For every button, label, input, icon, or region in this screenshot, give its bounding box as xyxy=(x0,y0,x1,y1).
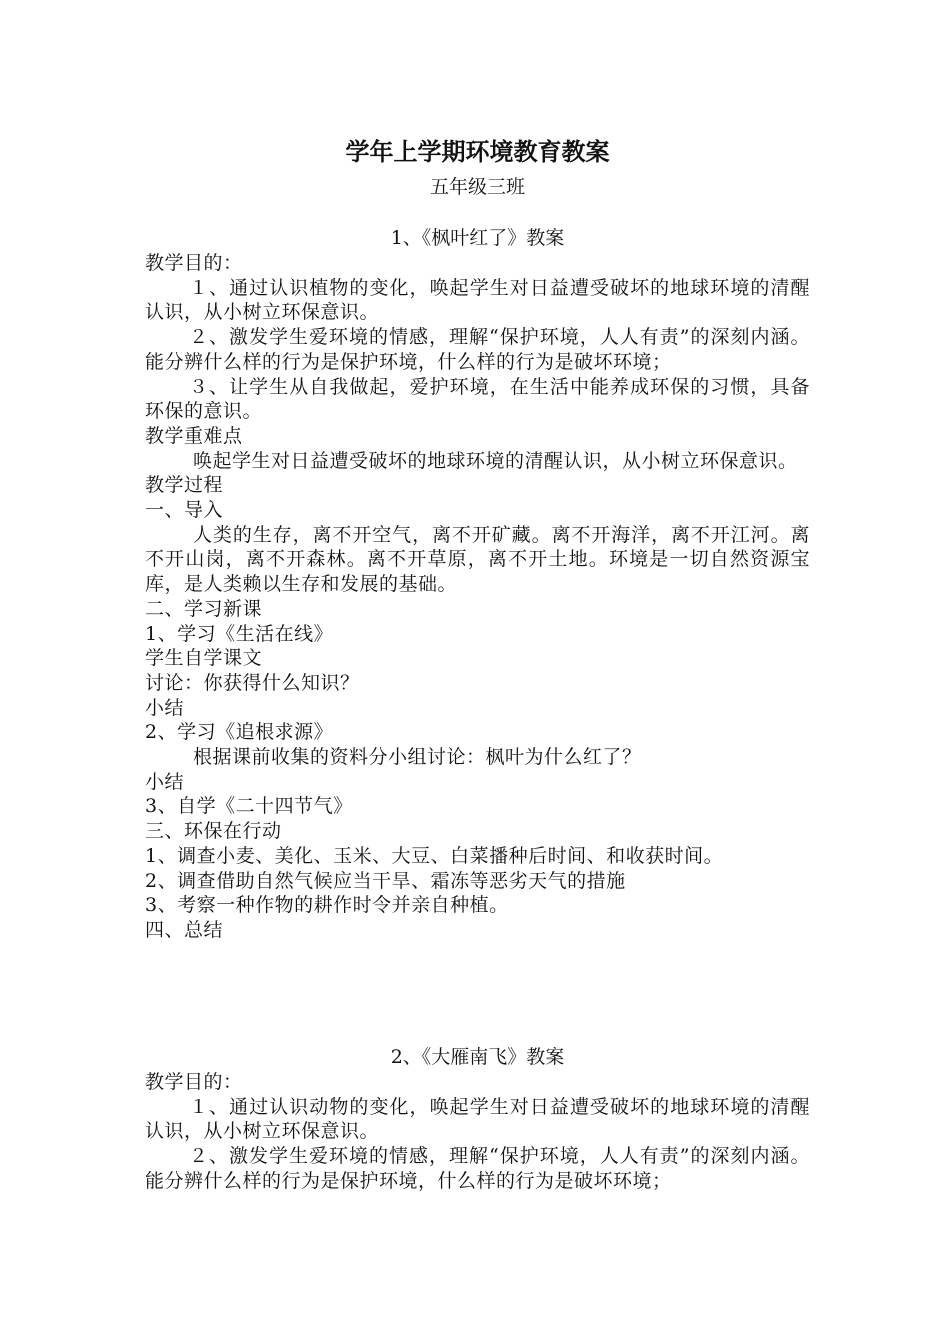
objective-2: ２、激发学生爱环境的情感，理解“保护环境，人人有责”的深刻内涵。能分辨什么样的行为是保护环境，什么样的行为是破坏环境； xyxy=(145,1145,810,1192)
lesson-2-section xyxy=(145,1044,810,1194)
document-title: 学年上学期环境教育教案 xyxy=(345,138,610,166)
summary-1: 小结 xyxy=(145,696,185,719)
objective-2: ２、激发学生爱环境的情感，理解“保护环境，人人有责”的深刻内涵。能分辨什么样的行为是保护环境，什么样的行为是破坏环境； xyxy=(145,326,810,373)
part-4-label: 四、总结 xyxy=(145,918,224,941)
objectives-label: 教学目的： xyxy=(145,252,243,274)
lesson-2-heading: 2、《大雁南飞》教案 xyxy=(390,1046,565,1068)
objectives-label: 教学目的： xyxy=(145,1071,243,1093)
action-1: 1、调查小麦、美化、玉米、大豆、白菜播种后时间、和收获时间。 xyxy=(145,844,724,867)
key-points-label: 教学重难点 xyxy=(145,424,243,447)
discussion-line: 讨论：你获得什么知识？ xyxy=(145,671,360,694)
key-points-text: 唤起学生对日益遭受破坏的地球环境的清醒认识，从小树立环保意识。 xyxy=(193,449,798,472)
part-3-label: 三、环保在行动 xyxy=(145,820,282,843)
lesson-1-section xyxy=(145,225,810,943)
item-3: 3、自学《二十四节气》 xyxy=(145,795,353,818)
part-1-label: 一、导入 xyxy=(145,499,224,522)
lesson-1-heading: 1、《枫叶红了》教案 xyxy=(390,227,565,249)
objective-1: １、通过认识植物的变化，唤起学生对日益遭受破坏的地球环境的清醒认识，从小树立环保意识。 xyxy=(145,276,810,324)
self-study-line: 学生自学课文 xyxy=(145,647,263,670)
part-1-text: 人类的生存，离不开空气，离不开矿藏。离不开海洋，离不开江河。离不开山岗，离不开森林。离不开草原，离不开土地。环境是一切自然资源宝库，是人类赖以生存和发展的基础。 xyxy=(145,523,810,596)
summary-2: 小结 xyxy=(145,770,185,793)
item-2-text: 根据课前收集的资料分小组讨论：枫叶为什么红了？ xyxy=(193,746,642,769)
item-1: 1、学习《生活在线》 xyxy=(145,622,334,645)
class-subtitle: 五年级三班 xyxy=(429,176,525,198)
action-3: 3、考察一种作物的耕作时令并亲自种植。 xyxy=(145,894,509,917)
objective-3: ３、让学生从自我做起，爱护环境，在生活中能养成环保的习惯，具备环保的意识。 xyxy=(145,375,810,423)
part-2-label: 二、学习新课 xyxy=(145,597,263,620)
objective-1: １、通过认识动物的变化，唤起学生对日益遭受破坏的地球环境的清醒认识，从小树立环保意识。 xyxy=(145,1095,810,1143)
process-label: 教学过程 xyxy=(145,474,224,497)
action-2: 2、调查借助自然气候应当干旱、霜冻等恶劣天气的措施 xyxy=(145,869,626,892)
item-2: 2、学习《追根求源》 xyxy=(145,721,334,744)
